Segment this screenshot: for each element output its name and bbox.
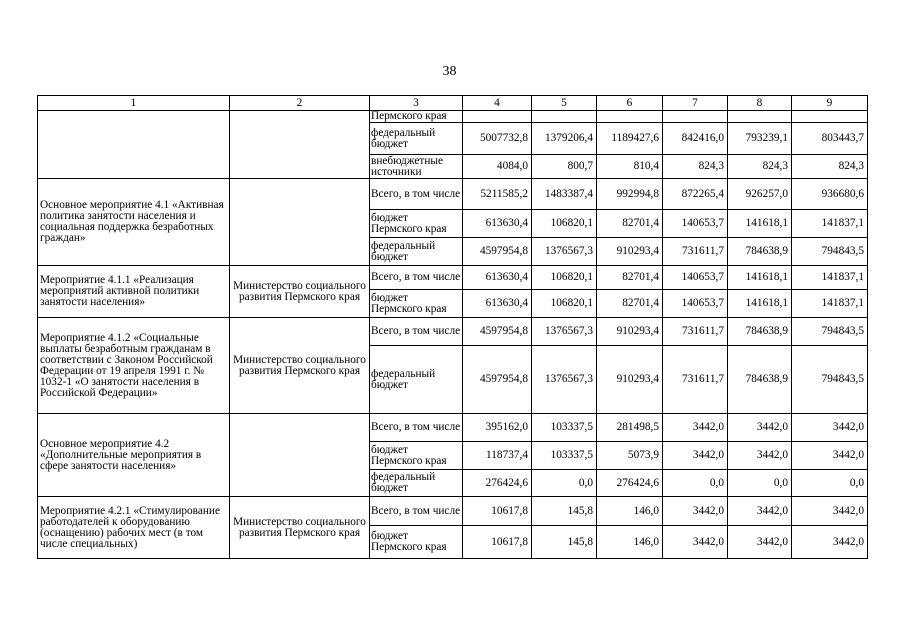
funding-source-cell: федеральный бюджет bbox=[370, 346, 463, 414]
amount-cell bbox=[792, 111, 868, 123]
amount-cell: 810,4 bbox=[597, 155, 663, 179]
amount-cell: 106820,1 bbox=[532, 210, 597, 238]
table-body bbox=[38, 111, 868, 559]
funding-source-cell: Всего, в том числе bbox=[370, 497, 463, 526]
table-row bbox=[38, 266, 868, 290]
responsible-executor-cell bbox=[230, 179, 370, 266]
responsible-executor-cell bbox=[230, 414, 370, 497]
funding-source-cell: Всего, в том числе bbox=[370, 266, 463, 290]
amount-cell: 140653,7 bbox=[663, 210, 728, 238]
amount-cell: 0,0 bbox=[663, 470, 728, 497]
amount-cell: 1376567,3 bbox=[532, 318, 597, 346]
amount-cell: 793239,1 bbox=[728, 123, 792, 155]
header-row bbox=[38, 96, 868, 111]
amount-cell: 140653,7 bbox=[663, 266, 728, 290]
amount-cell: 731611,7 bbox=[663, 238, 728, 266]
amount-cell: 784638,9 bbox=[728, 238, 792, 266]
amount-cell: 5073,9 bbox=[597, 442, 663, 470]
amount-cell: 800,7 bbox=[532, 155, 597, 179]
column-header: 8 bbox=[728, 96, 792, 111]
amount-cell: 613630,4 bbox=[463, 266, 532, 290]
amount-cell: 146,0 bbox=[597, 526, 663, 559]
amount-cell: 276424,6 bbox=[463, 470, 532, 497]
amount-cell: 3442,0 bbox=[792, 442, 868, 470]
amount-cell: 0,0 bbox=[728, 470, 792, 497]
amount-cell: 140653,7 bbox=[663, 290, 728, 318]
responsible-executor-cell: Министерство социального развития Пермского края bbox=[230, 497, 370, 559]
table-row bbox=[38, 318, 868, 346]
amount-cell: 106820,1 bbox=[532, 266, 597, 290]
amount-cell: 3442,0 bbox=[792, 526, 868, 559]
amount-cell: 4597954,8 bbox=[463, 238, 532, 266]
amount-cell: 3442,0 bbox=[663, 442, 728, 470]
amount-cell: 3442,0 bbox=[792, 497, 868, 526]
column-header: 7 bbox=[663, 96, 728, 111]
amount-cell: 1376567,3 bbox=[532, 238, 597, 266]
amount-cell: 872265,4 bbox=[663, 179, 728, 210]
activity-name-cell: Мероприятие 4.1.1 «Реализация мероприятий активной политики занятости населения» bbox=[38, 266, 230, 318]
activity-name-cell: Мероприятие 4.2.1 «Стимулирование работодателей к оборудованию (оснащению) рабочих мест (в том числе специальных) bbox=[38, 497, 230, 559]
column-header: 5 bbox=[532, 96, 597, 111]
amount-cell: 3442,0 bbox=[728, 414, 792, 442]
amount-cell: 0,0 bbox=[792, 470, 868, 497]
amount-cell: 824,3 bbox=[663, 155, 728, 179]
amount-cell: 794843,5 bbox=[792, 346, 868, 414]
amount-cell bbox=[663, 111, 728, 123]
amount-cell: 3442,0 bbox=[728, 442, 792, 470]
amount-cell: 731611,7 bbox=[663, 346, 728, 414]
table-row bbox=[38, 414, 868, 442]
column-header: 2 bbox=[230, 96, 370, 111]
amount-cell: 145,8 bbox=[532, 497, 597, 526]
amount-cell: 141618,1 bbox=[728, 290, 792, 318]
amount-cell: 784638,9 bbox=[728, 346, 792, 414]
activity-name-cell: Основное мероприятие 4.2 «Дополнительные мероприятия в сфере занятости населения» bbox=[38, 414, 230, 497]
column-header: 4 bbox=[463, 96, 532, 111]
amount-cell: 118737,4 bbox=[463, 442, 532, 470]
amount-cell: 4597954,8 bbox=[463, 318, 532, 346]
amount-cell: 141837,1 bbox=[792, 266, 868, 290]
funding-source-cell: Всего, в том числе bbox=[370, 318, 463, 346]
amount-cell: 141837,1 bbox=[792, 290, 868, 318]
amount-cell: 82701,4 bbox=[597, 210, 663, 238]
amount-cell: 145,8 bbox=[532, 526, 597, 559]
amount-cell: 1379206,4 bbox=[532, 123, 597, 155]
amount-cell: 1189427,6 bbox=[597, 123, 663, 155]
amount-cell: 613630,4 bbox=[463, 290, 532, 318]
funding-source-cell: бюджет Пермского края bbox=[370, 442, 463, 470]
activity-name-cell: Основное мероприятие 4.1 «Активная политика занятости населения и социальная поддержка безработных граждан» bbox=[38, 179, 230, 266]
amount-cell: 824,3 bbox=[728, 155, 792, 179]
amount-cell: 276424,6 bbox=[597, 470, 663, 497]
amount-cell: 3442,0 bbox=[663, 497, 728, 526]
amount-cell bbox=[728, 111, 792, 123]
amount-cell: 141618,1 bbox=[728, 266, 792, 290]
funding-source-cell: внебюджетные источники bbox=[370, 155, 463, 179]
column-header: 6 bbox=[597, 96, 663, 111]
amount-cell: 0,0 bbox=[532, 470, 597, 497]
amount-cell: 926257,0 bbox=[728, 179, 792, 210]
amount-cell: 5007732,8 bbox=[463, 123, 532, 155]
funding-source-cell: бюджет Пермского края bbox=[370, 210, 463, 238]
column-header: 1 bbox=[38, 96, 230, 111]
table-row bbox=[38, 497, 868, 526]
amount-cell: 10617,8 bbox=[463, 497, 532, 526]
amount-cell: 141837,1 bbox=[792, 210, 868, 238]
funding-source-cell: бюджет Пермского края bbox=[370, 290, 463, 318]
amount-cell: 1483387,4 bbox=[532, 179, 597, 210]
table-row bbox=[38, 179, 868, 210]
amount-cell: 731611,7 bbox=[663, 318, 728, 346]
budget-table bbox=[37, 95, 868, 559]
amount-cell: 4084,0 bbox=[463, 155, 532, 179]
amount-cell: 3442,0 bbox=[663, 526, 728, 559]
funding-source-cell: бюджет Пермского края bbox=[370, 526, 463, 559]
funding-source-cell: Пермского края bbox=[370, 111, 463, 123]
amount-cell bbox=[463, 111, 532, 123]
amount-cell: 10617,8 bbox=[463, 526, 532, 559]
amount-cell: 103337,5 bbox=[532, 442, 597, 470]
funding-source-cell: Всего, в том числе bbox=[370, 414, 463, 442]
column-header: 9 bbox=[792, 96, 868, 111]
amount-cell: 3442,0 bbox=[728, 526, 792, 559]
funding-source-cell: федеральный бюджет bbox=[370, 238, 463, 266]
amount-cell: 936680,6 bbox=[792, 179, 868, 210]
amount-cell: 842416,0 bbox=[663, 123, 728, 155]
amount-cell bbox=[597, 111, 663, 123]
amount-cell: 3442,0 bbox=[663, 414, 728, 442]
amount-cell: 613630,4 bbox=[463, 210, 532, 238]
amount-cell: 910293,4 bbox=[597, 318, 663, 346]
activity-name-cell: Мероприятие 4.1.2 «Социальные выплаты безработным гражданам в соответствии с Законом Российской Федерации от 19 апреля 1991 г. № 1032-1 «О занятости населения в Российской Федерации» bbox=[38, 318, 230, 414]
amount-cell: 82701,4 bbox=[597, 266, 663, 290]
funding-source-cell: федеральный бюджет bbox=[370, 123, 463, 155]
amount-cell: 803443,7 bbox=[792, 123, 868, 155]
amount-cell: 82701,4 bbox=[597, 290, 663, 318]
amount-cell: 106820,1 bbox=[532, 290, 597, 318]
amount-cell: 794843,5 bbox=[792, 318, 868, 346]
amount-cell: 395162,0 bbox=[463, 414, 532, 442]
responsible-executor-cell: Министерство социального развития Пермского края bbox=[230, 266, 370, 318]
amount-cell: 103337,5 bbox=[532, 414, 597, 442]
page-number: 38 bbox=[442, 64, 457, 79]
column-header: 3 bbox=[370, 96, 463, 111]
funding-source-cell: федеральный бюджет bbox=[370, 470, 463, 497]
responsible-executor-cell bbox=[230, 111, 370, 179]
amount-cell: 5211585,2 bbox=[463, 179, 532, 210]
amount-cell: 146,0 bbox=[597, 497, 663, 526]
amount-cell: 1376567,3 bbox=[532, 346, 597, 414]
amount-cell: 910293,4 bbox=[597, 238, 663, 266]
table-row bbox=[38, 111, 868, 123]
responsible-executor-cell: Министерство социального развития Пермского края bbox=[230, 318, 370, 414]
amount-cell bbox=[532, 111, 597, 123]
amount-cell: 3442,0 bbox=[792, 414, 868, 442]
amount-cell: 910293,4 bbox=[597, 346, 663, 414]
amount-cell: 281498,5 bbox=[597, 414, 663, 442]
amount-cell: 141618,1 bbox=[728, 210, 792, 238]
funding-source-cell: Всего, в том числе bbox=[370, 179, 463, 210]
amount-cell: 3442,0 bbox=[728, 497, 792, 526]
amount-cell: 824,3 bbox=[792, 155, 868, 179]
amount-cell: 784638,9 bbox=[728, 318, 792, 346]
amount-cell: 992994,8 bbox=[597, 179, 663, 210]
amount-cell: 4597954,8 bbox=[463, 346, 532, 414]
amount-cell: 794843,5 bbox=[792, 238, 868, 266]
activity-name-cell bbox=[38, 111, 230, 179]
